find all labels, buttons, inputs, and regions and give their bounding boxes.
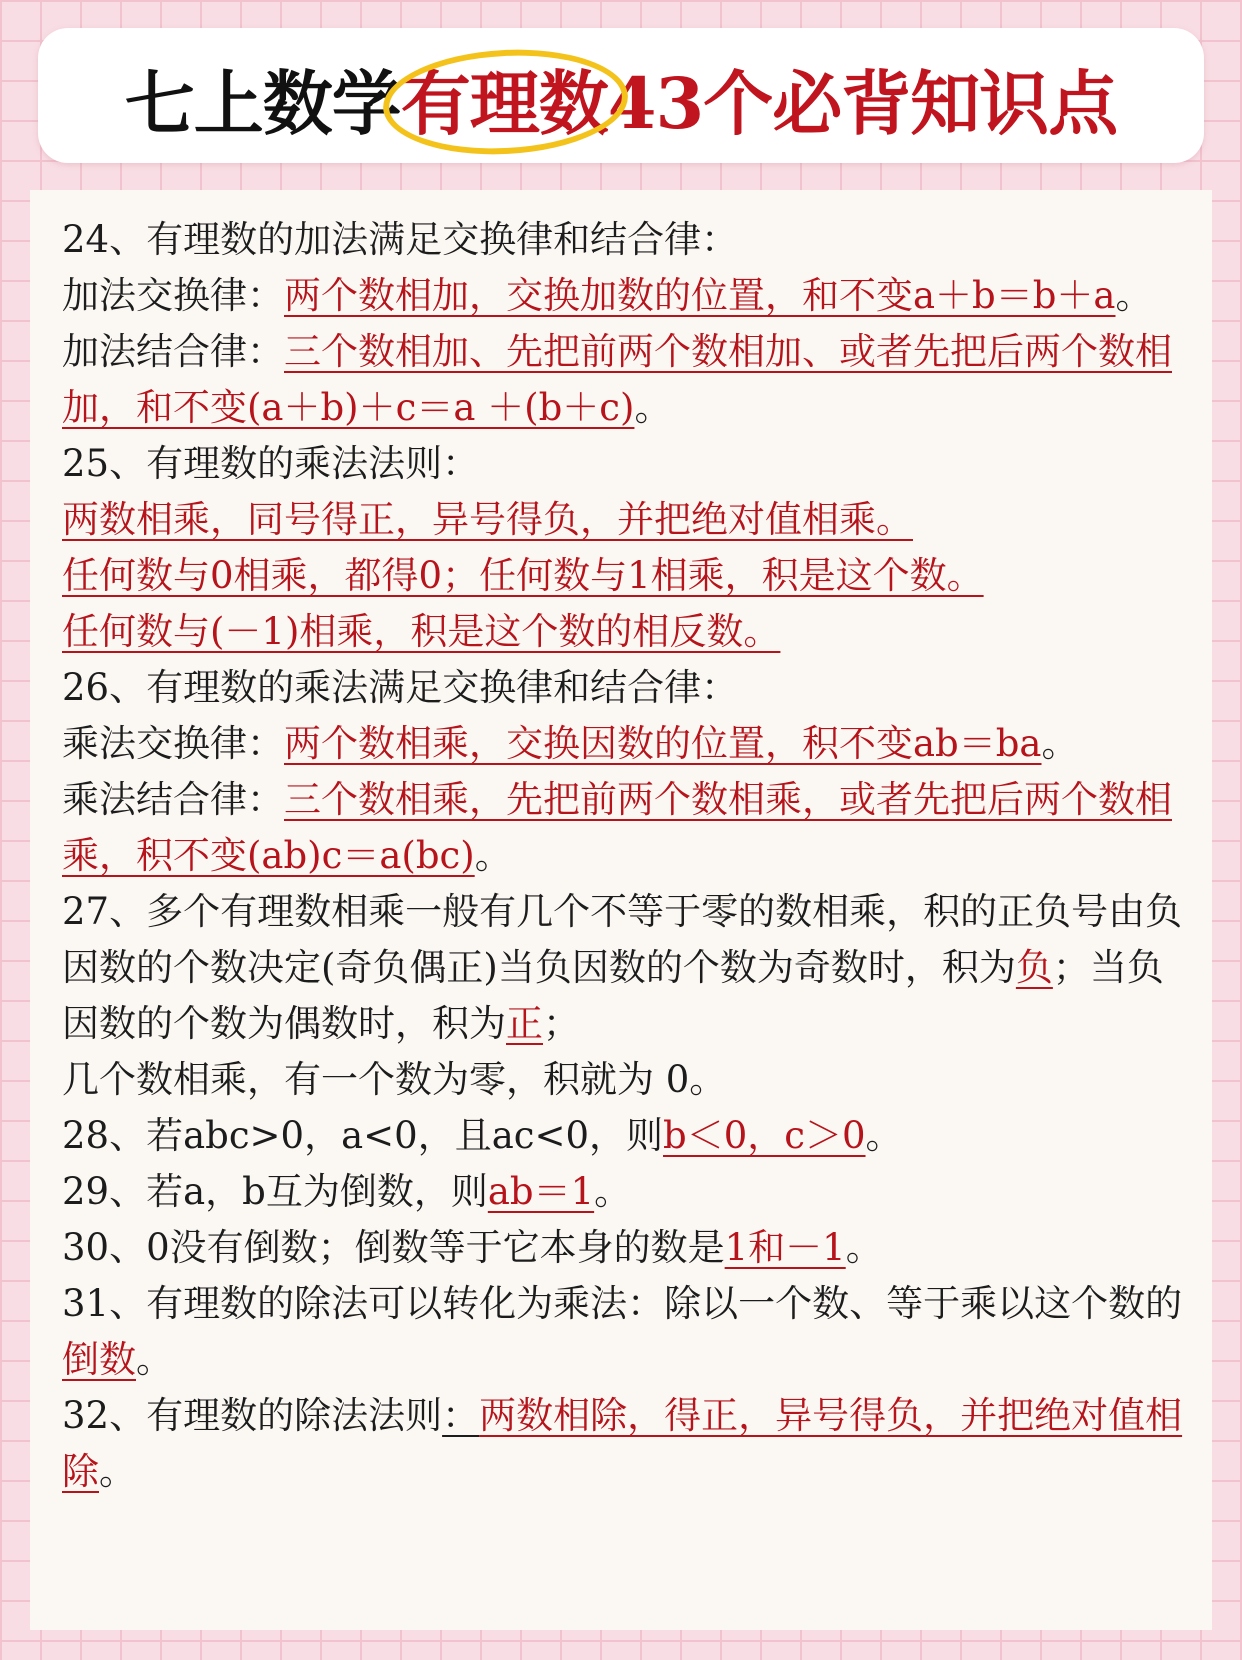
highlight-text: ab＝1 — [487, 1170, 595, 1213]
text: 27、多个有理数相乘一般有几个不等于零的数相乘，积的正负号由负因数的个数决定(奇负偶正)当负因数的个数为奇数时，积为 — [62, 890, 1183, 989]
highlight-text: 任何数与(－1)相乘，积是这个数的相反数。 — [62, 610, 781, 653]
label: 乘法结合律： — [62, 778, 284, 821]
label: 加法结合律： — [62, 330, 284, 373]
text: 29、若a，b互为倒数，则 — [62, 1170, 488, 1213]
highlight-text: 1和－1 — [724, 1226, 846, 1269]
punct: 。 — [1115, 274, 1153, 317]
highlight-text: 两数相除，得正，异号得负，并把绝对值相除 — [62, 1394, 1183, 1493]
point-30 — [62, 1220, 1190, 1276]
title-prefix: 七上数学 — [124, 62, 401, 145]
point-25-heading: 25、有理数的乘法法则： — [62, 442, 480, 485]
punct: ； — [543, 1002, 580, 1045]
text: 32、有理数的除法法则 — [62, 1394, 443, 1437]
point-27 — [62, 884, 1190, 1052]
text: 30、0没有倒数；倒数等于它本身的数是 — [62, 1226, 725, 1269]
point-31 — [62, 1276, 1190, 1388]
highlight-text: 三个数相乘，先把前两个数相乘，或者先把后两个数相乘，积不变(ab)c＝a(bc) — [62, 778, 1172, 877]
highlight-text: 三个数相加、先把前两个数相加、或者先把后两个数相加，和不变(a＋b)＋c＝a ＋(b＋c) — [62, 330, 1172, 429]
highlight-text: 两个数相乘，交换因数的位置，积不变ab＝ba — [284, 722, 1042, 765]
point-26-commutative — [62, 716, 1190, 772]
title-suffix: 43个必背知识点 — [607, 62, 1118, 145]
highlight-text: b＜0，c＞0 — [663, 1114, 866, 1157]
point-25-rule-2 — [62, 548, 1190, 604]
highlight-text: 倒数 — [62, 1338, 136, 1381]
point-27-zero: 几个数相乘，有一个数为零，积就为 0。 — [62, 1058, 727, 1101]
highlight-text: 两个数相加，交换加数的位置，和不变a＋b＝b＋a — [284, 274, 1116, 317]
punct: 。 — [474, 834, 512, 877]
point-28 — [62, 1108, 1190, 1164]
point-29 — [62, 1164, 1190, 1220]
content-card — [30, 190, 1212, 1630]
title-keyword: 有理数 — [400, 62, 608, 145]
punct: 。 — [136, 1338, 173, 1381]
punct: 。 — [634, 386, 672, 429]
title-card — [38, 28, 1204, 163]
label: 乘法交换律： — [62, 722, 284, 765]
highlight-text: 负 — [1015, 946, 1053, 989]
punct: 。 — [99, 1450, 136, 1493]
point-26-heading: 26、有理数的乘法满足交换律和结合律： — [62, 666, 739, 709]
point-24-associative — [62, 324, 1190, 436]
point-25-rule-1 — [62, 492, 1190, 548]
punct: 。 — [845, 1226, 883, 1269]
text: ；当负因数的个数为偶数时，积为 — [62, 946, 1164, 1045]
point-32 — [62, 1388, 1190, 1500]
page-title — [38, 64, 1204, 144]
highlight-text: 任何数与0相乘，都得0；任何数与1相乘，积是这个数。 — [62, 554, 984, 597]
punct: 。 — [594, 1170, 632, 1213]
punct: 。 — [1041, 722, 1079, 765]
highlight-text: 两数相乘，同号得正，异号得负，并把绝对值相乘。 — [62, 498, 913, 541]
point-26-associative — [62, 772, 1190, 884]
label: 加法交换律： — [62, 274, 284, 317]
text: 31、有理数的除法可以转化为乘法：除以一个数、等于乘以这个数的 — [62, 1282, 1183, 1325]
point-24-commutative — [62, 268, 1190, 324]
text: 28、若abc>0，a<0，且ac<0，则 — [62, 1114, 664, 1157]
title-circled-keyword — [401, 64, 608, 144]
knowledge-points — [62, 212, 1190, 1500]
colon: ： — [442, 1394, 480, 1437]
highlight-text: 正 — [506, 1002, 543, 1045]
punct: 。 — [865, 1114, 903, 1157]
point-25-rule-3 — [62, 604, 1190, 660]
point-24-heading: 24、有理数的加法满足交换律和结合律： — [62, 218, 739, 261]
